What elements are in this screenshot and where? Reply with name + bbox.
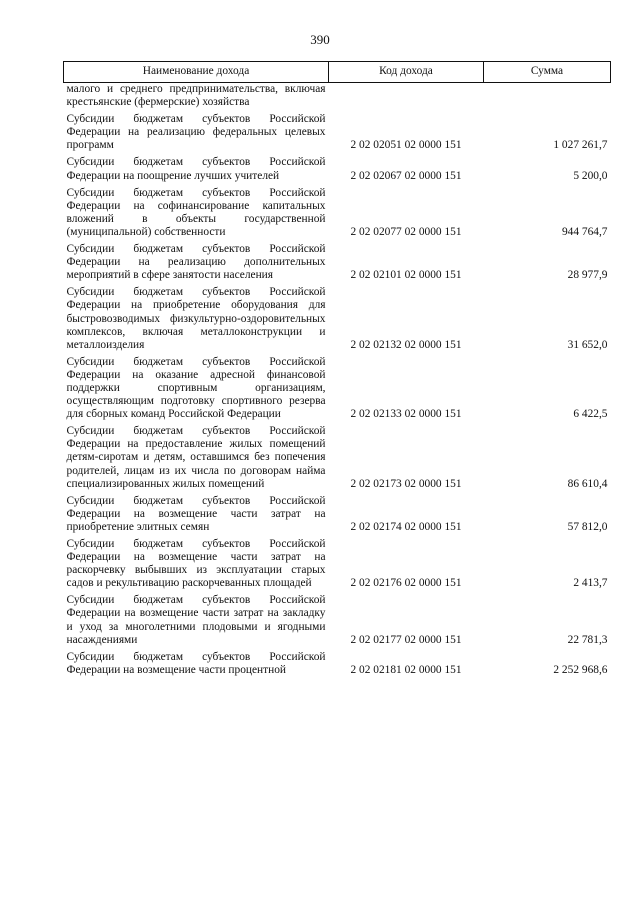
header-income-name: Наименование дохода xyxy=(64,62,329,83)
row-income-name: Субсидии бюджетам субъектов Российской Федерации на софинансирование капитальных вложений в объекты государственной (муниципальной) собственности xyxy=(66,186,326,238)
row-amount: 1 027 261,7 xyxy=(553,139,608,152)
table-row xyxy=(64,538,611,594)
table-row xyxy=(64,594,611,650)
table-row xyxy=(64,651,611,681)
row-amount xyxy=(484,83,611,114)
row-amount: 944 764,7 xyxy=(561,225,608,238)
table-row xyxy=(64,113,611,156)
row-amount: 28 977,9 xyxy=(567,269,608,282)
row-amount: 86 610,4 xyxy=(567,477,608,490)
income-table xyxy=(63,61,611,681)
row-income-code: 2 02 02173 02 0000 151 xyxy=(350,477,462,490)
page-number: 390 xyxy=(310,32,330,47)
row-income-name: малого и среднего предпринимательства, включая крестьянские (фермерские) хозяйства xyxy=(66,83,326,109)
header-income-code: Код дохода xyxy=(329,62,484,83)
row-income-name: Субсидии бюджетам субъектов Российской Федерации на возмещение части затрат на раскорчевку выбывших из эксплуатации старых садов и рекультивацию раскорчеванных площадей xyxy=(66,538,326,590)
row-income-code: 2 02 02181 02 0000 151 xyxy=(350,663,462,676)
row-amount: 2 252 968,6 xyxy=(553,663,608,676)
row-income-name: Субсидии бюджетам субъектов Российской Федерации на возмещение части затрат на приобретение элитных семян xyxy=(66,494,326,533)
row-income-name: Субсидии бюджетам субъектов Российской Федерации на реализацию дополнительных мероприятий в сфере занятости населения xyxy=(66,243,326,282)
row-income-name: Субсидии бюджетам субъектов Российской Федерации на возмещение части затрат на закладку и уход за многолетними плодовыми и ягодными насаждениями xyxy=(66,594,326,646)
table-row xyxy=(64,156,611,186)
row-income-name: Субсидии бюджетам субъектов Российской Федерации на приобретение оборудования для быстровозводимых физкультурно-оздоровительных комплексов, включая металлоконструкции и металлоизделия xyxy=(66,286,326,351)
table-row xyxy=(64,83,611,114)
table-header-row xyxy=(64,62,611,83)
row-amount: 31 652,0 xyxy=(567,338,608,351)
row-income-code: 2 02 02133 02 0000 151 xyxy=(350,408,462,421)
row-income-name: Субсидии бюджетам субъектов Российской Федерации на реализацию федеральных целевых программ xyxy=(66,113,326,152)
row-amount: 57 812,0 xyxy=(567,520,608,533)
row-income-code: 2 02 02067 02 0000 151 xyxy=(350,169,462,182)
row-income-code: 2 02 02176 02 0000 151 xyxy=(350,577,462,590)
table-row xyxy=(64,243,611,286)
row-income-code xyxy=(329,83,484,114)
row-income-code: 2 02 02132 02 0000 151 xyxy=(350,338,462,351)
row-income-name: Субсидии бюджетам субъектов Российской Федерации на возмещение части процентной xyxy=(66,650,326,676)
row-income-code: 2 02 02051 02 0000 151 xyxy=(350,139,462,152)
row-income-name: Субсидии бюджетам субъектов Российской Федерации на поощрение лучших учителей xyxy=(66,156,326,182)
table-row xyxy=(64,356,611,425)
row-amount: 22 781,3 xyxy=(567,633,608,646)
table-row xyxy=(64,495,611,538)
row-income-code: 2 02 02177 02 0000 151 xyxy=(350,633,462,646)
header-amount: Сумма xyxy=(484,62,611,83)
row-income-name: Субсидии бюджетам субъектов Российской Федерации на оказание адресной финансовой поддержки спортивным организациям, осуществляющим подготовку спортивного резерва для сборных команд Российской Федерации xyxy=(66,355,326,421)
table-row xyxy=(64,286,611,355)
row-income-code: 2 02 02174 02 0000 151 xyxy=(350,520,462,533)
table-row xyxy=(64,187,611,243)
row-amount: 6 422,5 xyxy=(573,408,608,421)
row-amount: 5 200,0 xyxy=(573,169,608,182)
row-income-code: 2 02 02101 02 0000 151 xyxy=(350,269,462,282)
row-amount: 2 413,7 xyxy=(573,577,608,590)
table-row xyxy=(64,425,611,494)
row-income-name: Субсидии бюджетам субъектов Российской Федерации на предоставление жилых помещений детям-сиротам и детям, оставшимся без попечения родителей, лицам из их числа по договорам найма специализированных жилых помещений xyxy=(66,425,326,490)
row-income-code: 2 02 02077 02 0000 151 xyxy=(350,225,462,238)
